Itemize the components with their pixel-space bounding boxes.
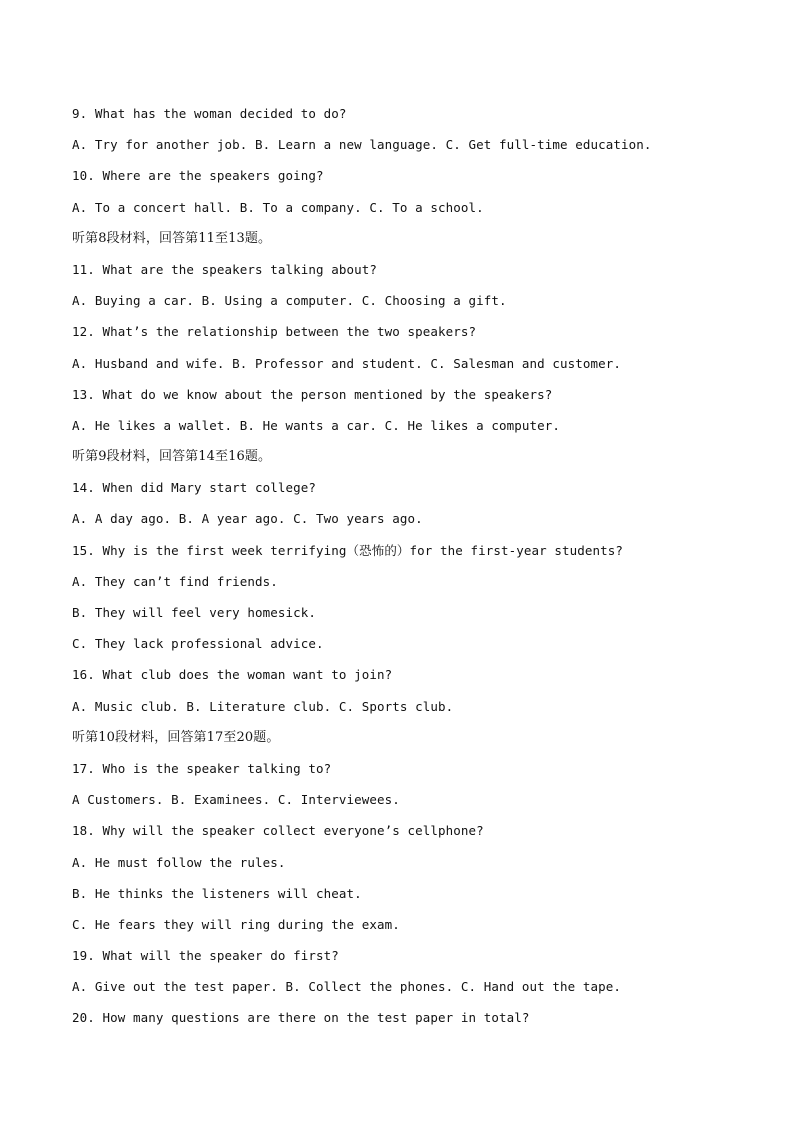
question-list [72,104,732,1040]
question-19: 19. What will the speaker do first? [72,948,339,964]
section-heading-8: 听第8段材料，回答第11至13题。 [72,230,272,246]
options-14: A. A day ago. B. A year ago. C. Two years ago. [72,511,423,527]
option-18-b: B. He thinks the listeners will cheat. [72,885,362,901]
question-15: 15. Why is the first week terrifying（恐怖的）for the first-year students? [72,542,624,558]
question-9: 9. What has the woman decided to do? [72,106,347,121]
question-14: 14. When did Mary start college? [72,480,317,496]
question-10: 10. Where are the speakers going? [72,168,324,184]
question-11: 11. What are the speakers talking about? [72,261,378,277]
option-15-b: B. They will feel very homesick. [72,605,317,620]
question-12: 12. What’s the relationship between the two speakers? [72,324,477,340]
question-20: 20. How many questions are there on the test paper in total? [72,1010,530,1026]
options-19: A. Give out the test paper. B. Collect the phones. C. Hand out the tape. [72,979,622,995]
options-12: A. Husband and wife. B. Professor and student. C. Salesman and customer. [72,355,622,371]
option-15-a: A. They can’t find friends. [72,573,278,589]
question-17: 17. Who is the speaker talking to? [72,760,332,776]
question-18: 18. Why will the speaker collect everyone’s cellphone? [72,823,484,839]
options-10: A. To a concert hall. B. To a company. C. To a school. [72,199,484,215]
section-heading-9: 听第9段材料，回答第14至16题。 [72,449,272,465]
option-15-c: C. They lack professional advice. [72,636,324,652]
section-heading-10: 听第10段材料，回答第17至20题。 [72,729,280,745]
options-11: A. Buying a car. B. Using a computer. C. Choosing a gift. [72,293,507,309]
options-16: A. Music club. B. Literature club. C. Sports club. [72,698,454,714]
options-9: A. Try for another job. B. Learn a new language. C. Get full-time education. [72,137,652,153]
question-16: 16. What club does the woman want to join? [72,667,393,683]
options-17: A Customers. B. Examinees. C. Interviewees. [72,792,400,808]
option-18-c: C. He fears they will ring during the exam. [72,916,400,932]
question-13: 13. What do we know about the person mentioned by the speakers? [72,386,553,402]
options-13: A. He likes a wallet. B. He wants a car. C. He likes a computer. [72,417,561,433]
option-18-a: A. He must follow the rules. [72,854,286,870]
